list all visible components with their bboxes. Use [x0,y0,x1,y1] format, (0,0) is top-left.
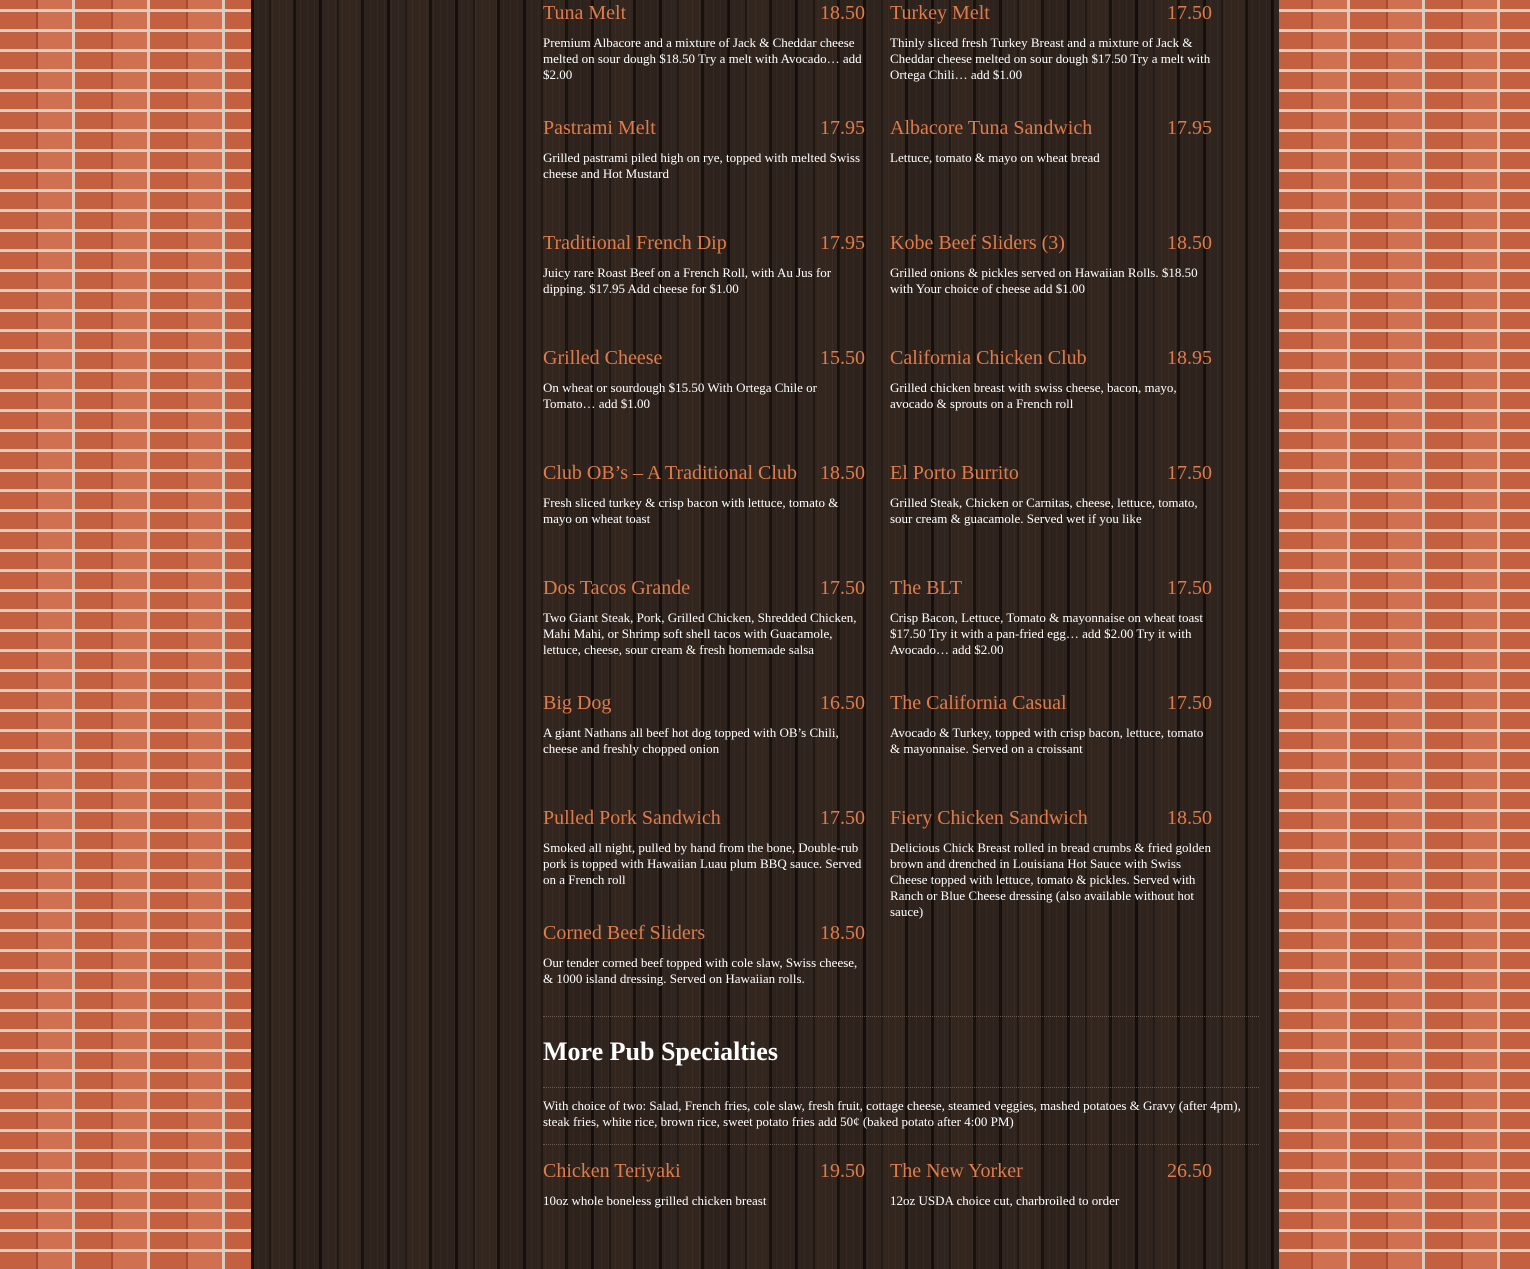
menu-item-description: Fresh sliced turkey & crisp bacon with lettuce, tomato & mayo on wheat toast [543,495,839,526]
menu-item-description: Our tender corned beef topped with cole slaw, Swiss cheese, & 1000 island dressing. Served on Hawaiian rolls. [543,955,858,986]
menu-item-name: Corned Beef Sliders [543,922,706,944]
menu-item-price: 18.50 [820,922,865,944]
menu-item-name: Albacore Tuna Sandwich [890,117,1093,139]
menu-item-name: Tuna Melt [543,2,627,24]
menu-item-price: 17.50 [820,807,865,829]
specialties-grid [543,1159,1259,1209]
menu-item-description: Juicy rare Roast Beef on a French Roll, with Au Jus for dipping. $17.95 Add cheese for $1.00 [543,265,832,296]
menu-item-description: Thinly sliced fresh Turkey Breast and a mixture of Jack & Cheddar cheese melted on sour dough $17.50 Try a melt with Ortega Chili… add $1.00 [890,35,1211,82]
menu-item-description: 10oz whole boneless grilled chicken breast [543,1193,767,1208]
menu-item-name: Fiery Chicken Sandwich [890,807,1088,829]
menu-item-price: 17.50 [1167,577,1212,599]
menu-item-name: Dos Tacos Grande [543,577,691,599]
menu-item-name: Pulled Pork Sandwich [543,807,721,829]
menu-item-name: El Porto Burrito [890,462,1019,484]
menu-item [890,231,1212,346]
menu-item-description: On wheat or sourdough $15.50 With Ortega Chile or Tomato… add $1.00 [543,380,817,411]
menu-item-description: Two Giant Steak, Pork, Grilled Chicken, Shredded Chicken, Mahi Mahi, or Shrimp soft shell tacos with Guacamole, lettuce, cheese, sour cream & fresh homemade salsa [543,610,857,657]
menu-item-price: 17.95 [820,232,865,254]
menu-item-name: Club OB’s – A Traditional Club [543,462,797,484]
menu-item [543,806,865,921]
menu-item-description: Crisp Bacon, Lettuce, Tomato & mayonnaise on wheat toast $17.50 Try it with a pan-fried egg… add $2.00 Try it with Avocado… add $2.00 [890,610,1203,657]
section-title: More Pub Specialties [543,1037,778,1066]
menu-item [890,576,1212,691]
menu-item-price: 18.50 [1167,807,1212,829]
menu-item [543,1159,865,1209]
menu-item-description: Delicious Chick Breast rolled in bread crumbs & fried golden brown and drenched in Louisiana Hot Sauce with Swiss Cheese topped with lettuce, tomato & pickles. Served with Ranch or Blue Cheese dressing (also available without hot sauce) [890,840,1211,919]
menu-item-price: 26.50 [1167,1160,1212,1182]
menu-item-description: Grilled chicken breast with swiss cheese, bacon, mayo, avocado & sprouts on a French roll [890,380,1177,411]
menu-item-name: The New Yorker [890,1160,1023,1182]
menu-item-name: Chicken Teriyaki [543,1160,681,1182]
menu-item [543,116,865,231]
menu-item-description: Smoked all night, pulled by hand from the bone, Double-rub pork is topped with Hawaiian Luau plum BBQ sauce. Served on a French roll [543,840,862,887]
menu-item-price: 18.50 [820,462,865,484]
menu-item-price: 17.50 [1167,462,1212,484]
menu-item-description: Grilled Steak, Chicken or Carnitas, cheese, lettuce, tomato, sour cream & guacamole. Served wet if you like [890,495,1198,526]
menu-item [543,346,865,461]
menu-item [543,461,865,576]
menu-item-price: 17.95 [820,117,865,139]
menu-item [890,116,1212,231]
menu-item-name: Grilled Cheese [543,347,663,369]
menu-item [890,691,1212,806]
menu-item-name: Kobe Beef Sliders (3) [890,232,1065,254]
menu-item-name: Big Dog [543,692,612,714]
menu-item-description: Lettuce, tomato & mayo on wheat bread [890,150,1100,165]
menu-item [543,231,865,346]
menu-item-description: 12oz USDA choice cut, charbroiled to order [890,1193,1120,1208]
menu-item-name: The California Casual [890,692,1067,714]
menu-item [890,346,1212,461]
menu-item-description: Avocado & Turkey, topped with crisp bacon, lettuce, tomato & mayonnaise. Served on a croissant [890,725,1204,756]
menu-item [543,1,865,116]
menu-item-price: 17.50 [1167,2,1212,24]
menu-item [543,921,865,1036]
menu-item-price: 18.95 [1167,347,1212,369]
menu-item-name: Pastrami Melt [543,117,656,139]
menu-item-price: 16.50 [820,692,865,714]
section-note: With choice of two: Salad, French fries, cole slaw, fresh fruit, cottage cheese, steamed veggies, mashed potatoes & Gravy (after 4pm), steak fries, white rice, brown rice, sweet potato fries add 50¢ (baked potato after 4:00 PM) [543,1098,1241,1129]
sandwich-grid [543,1,1259,1036]
menu-item [543,691,865,806]
menu-item-name: Turkey Melt [890,2,990,24]
menu-content [543,0,1259,1209]
menu-item-price: 18.50 [820,2,865,24]
menu-item-description: Grilled onions & pickles served on Hawaiian Rolls. $18.50 with Your choice of cheese add $1.00 [890,265,1198,296]
section-divider [543,1087,1259,1088]
section-divider [543,1144,1259,1145]
menu-item-price: 18.50 [1167,232,1212,254]
menu-item [890,1159,1212,1209]
menu-item [543,576,865,691]
menu-item [890,461,1212,576]
menu-item-name: Traditional French Dip [543,232,727,254]
menu-item-price: 15.50 [820,347,865,369]
menu-item [890,1,1212,116]
menu-item-price: 17.95 [1167,117,1212,139]
menu-item-price: 17.50 [820,577,865,599]
menu-item-description: A giant Nathans all beef hot dog topped with OB’s Chili, cheese and freshly chopped onion [543,725,839,756]
menu-item [890,806,1212,921]
menu-item-name: The BLT [890,577,963,599]
menu-item-price: 17.50 [1167,692,1212,714]
menu-item-description: Premium Albacore and a mixture of Jack & Cheddar cheese melted on sour dough $18.50 Try a melt with Avocado… add $2.00 [543,35,862,82]
menu-item-price: 19.50 [820,1160,865,1182]
menu-item-description: Grilled pastrami piled high on rye, topped with melted Swiss cheese and Hot Mustard [543,150,861,181]
menu-item-name: California Chicken Club [890,347,1087,369]
